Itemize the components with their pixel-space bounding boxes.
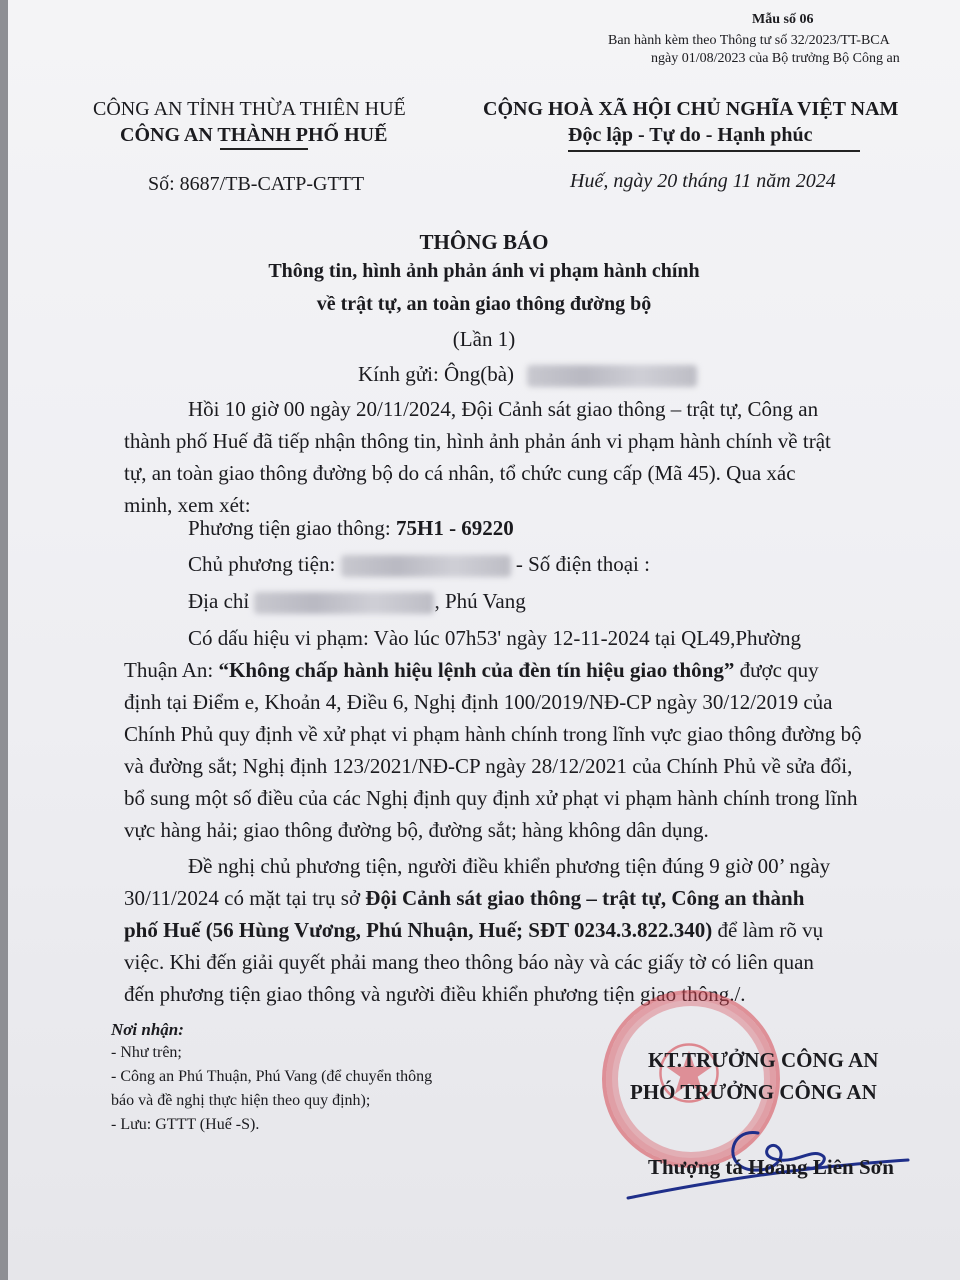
recipients-title: Nơi nhận: — [111, 1020, 184, 1039]
request-line-2-head: 30/11/2024 có mặt tại trụ sở — [124, 886, 366, 910]
owner-line — [188, 552, 650, 577]
redacted-name — [527, 365, 697, 387]
motto-underline — [568, 150, 860, 152]
violation-line-2-tail: được quy — [734, 658, 819, 682]
violation-description: “Không chấp hành hiệu lệnh của đèn tín hiệu giao thông” — [218, 658, 735, 682]
redacted-owner — [341, 555, 511, 577]
address-line — [188, 589, 526, 614]
request-office-name: Đội Cảnh sát giao thông – trật tự, Công an thành — [365, 886, 805, 910]
phone-label: - Số điện thoại : — [515, 552, 650, 576]
request-line-3 — [124, 918, 823, 943]
body-p1-line-2: thành phố Huế đã tiếp nhận thông tin, hình ảnh phản ánh vi phạm hành chính về trật — [124, 429, 831, 453]
request-line-2 — [124, 886, 804, 911]
addressee — [358, 362, 697, 387]
handwritten-signature — [608, 1098, 928, 1208]
violation-line-4: Chính Phủ quy định về xử phạt vi phạm hành chính trong lĩnh vực giao thông đường bộ — [124, 722, 862, 746]
address-label: Địa chỉ — [188, 589, 250, 613]
agency-name: CÔNG AN THÀNH PHỐ HUẾ — [120, 124, 388, 146]
body-p1-line-3: tự, an toàn giao thông đường bộ do cá nhân, tổ chức cung cấp (Mã 45). Qua xác — [124, 461, 796, 485]
notice-subtitle-2: về trật tự, an toàn giao thông đường bộ — [316, 293, 652, 315]
violation-location: Thuận An: — [124, 658, 219, 682]
violation-line-1: Có dấu hiệu vi phạm: Vào lúc 07h53' ngày 12-11-2024 tại QL49,Phường — [188, 626, 802, 650]
request-line-3-tail: để làm rõ vụ — [712, 918, 824, 942]
violation-line-2 — [124, 658, 819, 683]
violation-line-5: và đường sắt; Nghị định 123/2021/NĐ-CP ngày 28/12/2021 của Chính Phủ về sửa đổi, — [124, 754, 853, 778]
violation-line-7: vực hàng hải; giao thông đường bộ, đường sắt; hàng không dân dụng. — [124, 818, 709, 842]
country-motto: Độc lập - Tự do - Hạnh phúc — [568, 124, 813, 146]
violation-line-3: định tại Điểm e, Khoản 4, Điều 6, Nghị định 100/2019/NĐ-CP ngày 30/12/2019 của — [124, 690, 833, 714]
vehicle-plate: 75H1 - 69220 — [395, 516, 514, 540]
request-line-1: Đề nghị chủ phương tiện, người điều khiển phương tiện đúng 9 giờ 00’ ngày — [188, 854, 831, 878]
document-number: Số: 8687/TB-CATP-GTTT — [148, 173, 365, 195]
owner-label: Chủ phương tiện: — [188, 552, 336, 576]
country-name: CỘNG HOÀ XÃ HỘI CHỦ NGHĨA VIỆT NAM — [483, 98, 899, 120]
signature-title-2: PHÓ TRƯỞNG CÔNG AN — [630, 1080, 877, 1104]
recipient-2: - Công an Phú Thuận, Phú Vang (để chuyển thông — [111, 1068, 433, 1085]
notice-occurrence: (Lần 1) — [452, 327, 516, 351]
issue-date: Huế, ngày 20 tháng 11 năm 2024 — [570, 170, 836, 192]
redacted-address — [254, 592, 434, 614]
violation-line-6: bổ sung một số điều của các Nghị định quy định xử phạt vi phạm hành chính trong lĩnh — [124, 786, 858, 810]
recipient-3: - Lưu: GTTT (Huế -S). — [111, 1116, 260, 1133]
request-office-address: phố Huế (56 Hùng Vương, Phú Nhuận, Huế; SĐT 0234.3.822.340) — [124, 918, 713, 942]
body-p1-line-1: Hồi 10 giờ 00 ngày 20/11/2024, Đội Cảnh sát giao thông – trật tự, Công an — [188, 397, 819, 421]
form-issued-line-1: Ban hành kèm theo Thông tư số 32/2023/TT-BCA — [608, 33, 890, 48]
agency-parent: CÔNG AN TỈNH THỪA THIÊN HUẾ — [93, 98, 406, 120]
form-issued-line-2: ngày 01/08/2023 của Bộ trưởng Bộ Công an — [651, 51, 900, 66]
document-page — [8, 0, 960, 1280]
recipient-1: - Như trên; — [111, 1044, 182, 1061]
notice-subtitle-1: Thông tin, hình ảnh phản ánh vi phạm hành chính — [268, 260, 700, 282]
request-line-4: việc. Khi đến giải quyết phải mang theo thông báo này và các giấy tờ có liên quan — [124, 950, 814, 974]
notice-title: THÔNG BÁO — [419, 230, 549, 254]
recipient-2-cont: báo và đề nghị thực hiện theo quy định); — [111, 1092, 371, 1109]
form-number: Mẫu số 06 — [752, 12, 814, 27]
request-line-5: đến phương tiện giao thông và người điều khiển phương tiện giao thông./. — [124, 982, 746, 1006]
vehicle-line — [188, 516, 514, 541]
address-tail: , Phú Vang — [434, 589, 526, 613]
signer-name: Thượng tá Hoàng Liên Sơn — [648, 1155, 894, 1179]
agency-underline — [220, 148, 308, 150]
addressee-label: Kính gửi: Ông(bà) — [358, 362, 515, 386]
signature-title-1: KT.TRƯỞNG CÔNG AN — [648, 1048, 879, 1072]
body-p1-line-4: minh, xem xét: — [124, 493, 251, 517]
vehicle-label: Phương tiện giao thông: — [188, 516, 396, 540]
